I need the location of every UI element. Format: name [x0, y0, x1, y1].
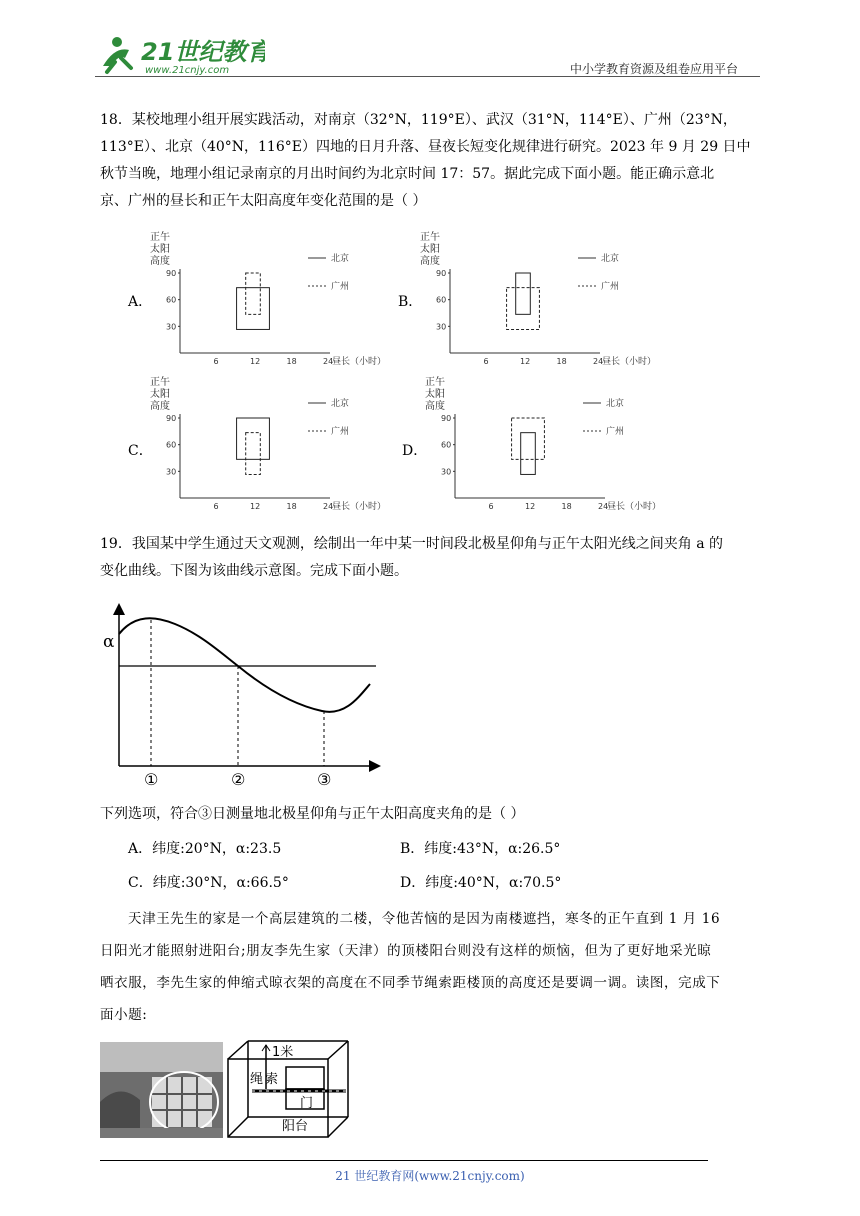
- y-tick-label: 60: [441, 440, 452, 450]
- q19-option-a[interactable]: A．纬度:20°N，α:23.5: [128, 841, 282, 857]
- x-tick-label: 18: [286, 502, 297, 511]
- chart-option-b: [415, 228, 675, 370]
- guangzhou-range-rect: [246, 433, 261, 475]
- x-tick-label: 18: [561, 502, 572, 511]
- legend-guangzhou: 广州: [601, 282, 620, 292]
- q19-question: 下列选项，符合③日测量地北极星仰角与正午太阳高度夹角的是（ ）: [100, 806, 525, 822]
- y-tick-label: 90: [166, 269, 177, 278]
- y-tick-label: 30: [436, 322, 447, 332]
- site-logo: [95, 32, 265, 76]
- x-axis-label: 昼长（小时）: [332, 502, 387, 512]
- y-axis-label: 太阳: [150, 389, 170, 400]
- beijing-range-rect: [237, 288, 270, 330]
- alpha-curve: [119, 618, 370, 712]
- x-tick-label: 6: [488, 502, 494, 511]
- x-tick-label: 24: [593, 357, 604, 366]
- y-axis-label: 高度: [150, 256, 170, 267]
- y-axis-label: 高度: [425, 401, 445, 412]
- x-axis-label: 昼长（小时）: [602, 357, 657, 367]
- guangzhou-range-rect: [507, 288, 540, 330]
- x-axis-label: 昼长（小时）: [332, 357, 387, 367]
- option-c-label[interactable]: C．: [128, 443, 153, 459]
- x-tick-label: 12: [250, 357, 261, 366]
- x-tick-label: 12: [525, 502, 536, 511]
- y-tick-label: 30: [166, 322, 177, 332]
- marker-2: ②: [231, 770, 246, 789]
- q18-line: 113°E）、北京（40°N，116°E）四地的日月升落、昼夜长短变化规律进行研究。2023 年 9 月 29 日中: [100, 139, 751, 155]
- y-axis-label: 正午: [150, 232, 170, 243]
- y-tick-label: 90: [441, 414, 452, 423]
- x-axis-label: 昼长（小时）: [607, 502, 662, 512]
- y-axis-label: 高度: [420, 256, 440, 267]
- passage-line: 晒衣服，李先生家的伸缩式晾衣架的高度在不同季节绳索距楼顶的高度还是要调一调。读图，完成下: [100, 975, 721, 991]
- q19-option-c[interactable]: C．纬度:30°N，α:66.5°: [128, 875, 289, 891]
- alpha-label: α: [103, 632, 115, 652]
- door-label: 门: [300, 1096, 314, 1111]
- q19-option-b[interactable]: B．纬度:43°N，α:26.5°: [400, 841, 561, 857]
- passage-line: 面小题:: [100, 1007, 148, 1023]
- q18-stem: [100, 107, 772, 215]
- y-axis-label: 高度: [150, 401, 170, 412]
- legend-guangzhou: 广州: [331, 427, 350, 437]
- legend-guangzhou: 广州: [331, 282, 350, 292]
- q18-line: 18．某校地理小组开展实践活动，对南京（32°N，119°E）、武汉（31°N，114°E）、广州（23°N，: [100, 112, 737, 128]
- option-b-label[interactable]: B．: [398, 294, 423, 310]
- y-axis-label: 正午: [150, 377, 170, 388]
- logo-text: 21世纪教育: [141, 38, 265, 66]
- q19-line: 19．我国某中学生通过天文观测，绘制出一年中某一时间段北极星仰角与正午太阳光线之间夹角 a 的: [100, 536, 724, 552]
- y-axis-label: 太阳: [420, 244, 440, 255]
- rope-label-2: 索: [265, 1072, 279, 1087]
- chart-option-c: [145, 373, 395, 521]
- x-tick-label: 18: [556, 357, 567, 366]
- chart-option-d: [420, 373, 680, 521]
- y-axis-label: 太阳: [150, 244, 170, 255]
- passage-line: 日阳光才能照射进阳台;朋友李先生家（天津）的顶楼阳台则没有这样的烦恼，但为了更好地采光晾: [100, 943, 712, 959]
- y-tick-label: 90: [436, 269, 447, 278]
- guangzhou-range-rect: [512, 418, 545, 459]
- legend-beijing: 北京: [331, 254, 350, 264]
- q18-line: 秋节当晚，地理小组记录南京的月出时间约为北京时间 17：57。据此完成下面小题。能正确示意北: [100, 166, 715, 182]
- y-tick-label: 30: [441, 467, 452, 477]
- y-axis-label: 正午: [420, 232, 440, 243]
- x-tick-label: 12: [520, 357, 531, 366]
- x-tick-label: 24: [323, 502, 334, 511]
- x-tick-label: 6: [483, 357, 489, 366]
- rope-label-1: 绳: [250, 1072, 264, 1087]
- beijing-range-rect: [516, 273, 531, 314]
- x-tick-label: 24: [598, 502, 609, 511]
- y-axis-label: 太阳: [425, 389, 445, 400]
- y-tick-label: 60: [436, 295, 447, 305]
- y-tick-label: 60: [166, 295, 177, 305]
- beijing-range-rect: [237, 418, 270, 459]
- header-divider: [95, 76, 760, 77]
- guangzhou-range-rect: [246, 273, 261, 314]
- marker-1: ①: [144, 770, 159, 789]
- y-tick-label: 30: [166, 467, 177, 477]
- balcony-label: 阳台: [282, 1119, 309, 1134]
- x-tick-label: 12: [250, 502, 261, 511]
- y-tick-label: 90: [166, 414, 177, 423]
- footer-divider: [100, 1160, 708, 1161]
- q19-line: 变化曲线。下图为该曲线示意图。完成下面小题。: [100, 563, 408, 579]
- q19-stem: [100, 531, 772, 585]
- height-label: 1米: [272, 1045, 294, 1060]
- legend-beijing: 北京: [606, 399, 625, 409]
- logo-url: www.21cnjy.com: [145, 65, 230, 76]
- legend-beijing: 北京: [601, 254, 620, 264]
- option-d-label[interactable]: D．: [402, 443, 428, 459]
- y-tick-label: 60: [166, 440, 177, 450]
- balcony-photo: [100, 1042, 223, 1138]
- alpha-curve-figure: [100, 600, 385, 792]
- passage-text: [100, 903, 772, 1031]
- x-tick-label: 6: [213, 502, 219, 511]
- legend-guangzhou: 广州: [606, 427, 625, 437]
- x-tick-label: 6: [213, 357, 219, 366]
- platform-name: 中小学教育资源及组卷应用平台: [570, 62, 739, 76]
- x-tick-label: 18: [286, 357, 297, 366]
- balcony-diagram: [226, 1039, 366, 1139]
- beijing-range-rect: [521, 433, 536, 475]
- passage-line: 天津王先生的家是一个高层建筑的二楼，令他苦恼的是因为南楼遮挡，寒冬的正午直到 1 月 16: [128, 911, 721, 927]
- y-axis-label: 正午: [425, 377, 445, 388]
- q19-option-d[interactable]: D．纬度:40°N，α:70.5°: [400, 875, 562, 891]
- marker-3: ③: [317, 770, 332, 789]
- footer-text: 21 世纪教育网(www.21cnjy.com): [335, 1169, 525, 1183]
- chart-option-a: [145, 228, 395, 370]
- legend-beijing: 北京: [331, 399, 350, 409]
- x-tick-label: 24: [323, 357, 334, 366]
- option-a-label[interactable]: A．: [128, 294, 153, 310]
- q18-line: 京、广州的昼长和正午太阳高度年变化范围的是（ ）: [100, 193, 427, 209]
